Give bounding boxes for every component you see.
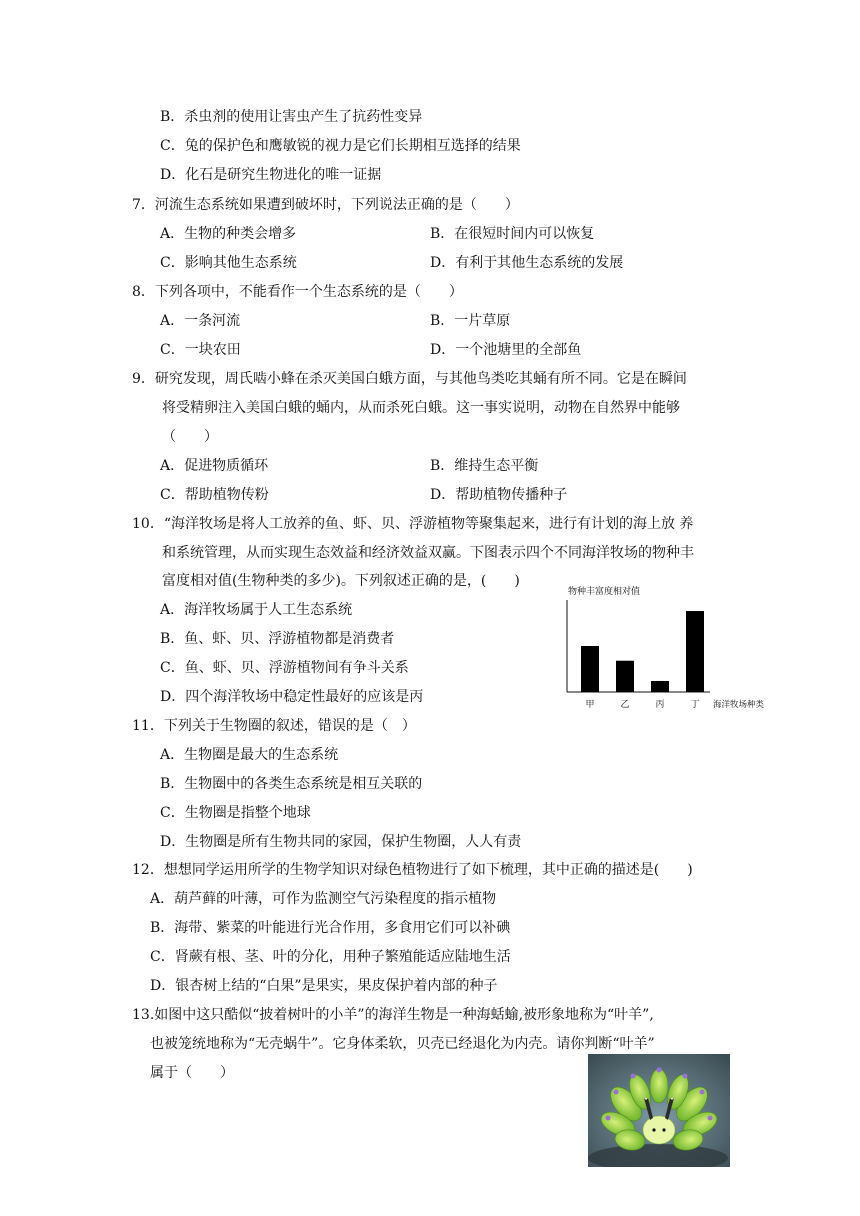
q8-option-b: B．一片草原 — [430, 313, 511, 329]
leaf-sheep-sea-slug-photo — [588, 1054, 730, 1167]
q8-option-c: C．一块农田 — [160, 342, 241, 358]
tick-label-丙: 丙 — [655, 699, 665, 709]
q13-stem-line-3: 属于（ ） — [150, 1065, 234, 1081]
chart-x-axis-label: 海洋牧场种类 — [713, 699, 765, 709]
bar-chart-svg — [560, 580, 780, 710]
q7-stem: 7．河流生态系统如果遭到破坏时，下列说法正确的是（ ） — [132, 197, 519, 213]
bar-乙 — [616, 661, 634, 692]
q11-option-c: C．生物圈是指整个地球 — [160, 805, 311, 821]
q9-option-b: B．维持生态平衡 — [430, 458, 539, 474]
q12-option-b: B．海带、紫菜的叶能进行光合作用，多食用它们可以补碘 — [150, 920, 511, 936]
q12-stem: 12．想想同学运用所学的生物学知识对绿色植物进行了如下梳理，其中正确的描述是( ) — [132, 862, 693, 878]
species-richness-bar-chart — [560, 580, 780, 710]
q8-option-d: D．一个池塘里的全部鱼 — [430, 342, 582, 358]
q9-stem-line-1: 9．研究发现，周氏啮小蜂在杀灭美国白蛾方面，与其他鸟类吃其蛹有所不同。它是在瞬间 — [132, 371, 687, 387]
q10-option-c: C．鱼、虾、贝、浮游植物间有争斗关系 — [160, 660, 409, 676]
chart-bars — [581, 611, 704, 692]
q7-option-c: C．影响其他生态系统 — [160, 255, 297, 271]
q7-option-d: D．有利于其他生态系统的发展 — [430, 255, 624, 271]
chart-tick-labels — [585, 699, 699, 709]
q8-stem: 8．下列各项中，不能看作一个生态系统的是（ ） — [132, 284, 463, 300]
q9-stem-line-3: （ ） — [162, 429, 218, 445]
q8-option-a: A．一条河流 — [160, 313, 241, 329]
q11-option-d: D．生物圈是所有生物共同的家园，保护生物圈，人人有责 — [160, 834, 522, 850]
q7-option-a: A．生物的种类会增多 — [160, 226, 297, 242]
sea-slug-illustration — [588, 1054, 730, 1167]
q11-stem: 11．下列关于生物圈的叙述，错误的是（ ） — [132, 718, 416, 734]
q13-stem-line-2: 也被笼统地称为“无壳蜗牛”。它身体柔软，贝壳已经退化为内壳。请你判断“叶羊” — [150, 1036, 655, 1052]
chart-y-axis-label: 物种丰富度相对值 — [568, 586, 641, 596]
q11-option-b: B．生物圈中的各类生态系统是相互关联的 — [160, 776, 423, 792]
tick-label-甲: 甲 — [585, 699, 595, 709]
q6-option-b: B．杀虫剂的使用让害虫产生了抗药性变异 — [160, 109, 423, 125]
q6-option-c: C．兔的保护色和鹰敏锐的视力是它们长期相互选择的结果 — [160, 138, 521, 154]
q10-option-a: A．海洋牧场属于人工生态系统 — [160, 602, 353, 618]
bar-甲 — [581, 646, 599, 692]
q13-stem-line-1: 13.如图中这只酷似“披着树叶的小羊”的海洋生物是一种海蛞蝓,被形象地称为“叶羊”, — [132, 1007, 654, 1023]
bar-丙 — [651, 681, 669, 692]
q11-option-a: A．生物圈是最大的生态系统 — [160, 747, 339, 763]
q10-stem-line-2: 和系统管理，从而实现生态效益和经济效益双赢。下图表示四个不同海洋牧场的物种丰 — [162, 545, 694, 561]
q12-option-d: D．银杏树上结的“白果”是果实，果皮保护着内部的种子 — [150, 978, 498, 994]
tick-label-丁: 丁 — [690, 699, 700, 709]
q9-option-d: D．帮助植物传播种子 — [430, 487, 568, 503]
q10-option-b: B．鱼、虾、贝、浮游植物都是消费者 — [160, 631, 395, 647]
bar-丁 — [686, 611, 704, 692]
q9-option-c: C．帮助植物传粉 — [160, 487, 269, 503]
q6-option-d: D．化石是研究生物进化的唯一证据 — [160, 167, 382, 183]
q12-option-c: C．肾蕨有根、茎、叶的分化，用种子繁殖能适应陆地生活 — [150, 949, 511, 965]
q12-option-a: A．葫芦藓的叶薄，可作为监测空气污染程度的指示植物 — [150, 891, 497, 907]
tick-label-乙: 乙 — [620, 699, 630, 709]
q9-option-a: A．促进物质循环 — [160, 458, 269, 474]
q10-stem-line-3: 富度相对值(生物种类的多少)。下列叙述正确的是，( ) — [162, 573, 520, 589]
q9-stem-line-2: 将受精卵注入美国白蛾的蛹内，从而杀死白蛾。这一事实说明，动物在自然界中能够 — [162, 400, 680, 416]
q10-option-d: D．四个海洋牧场中稳定性最好的应该是丙 — [160, 689, 424, 705]
q7-option-b: B．在很短时间内可以恢复 — [430, 226, 595, 242]
q10-stem-line-1: 10．“海洋牧场是将人工放养的鱼、虾、贝、浮游植物等聚集起来，进行有计划的海上放 养 — [132, 516, 694, 532]
